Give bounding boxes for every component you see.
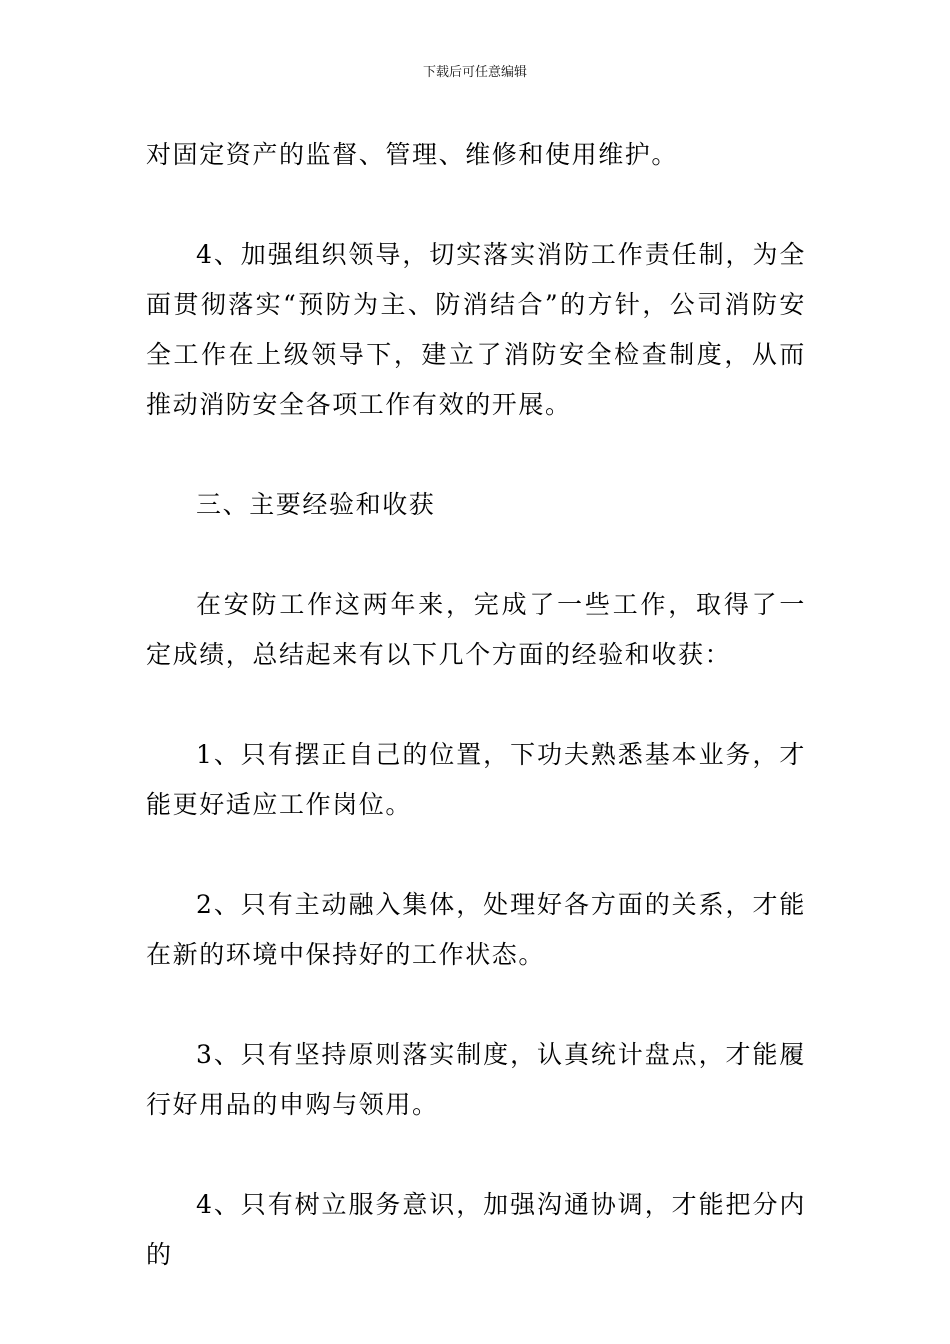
paragraph-gap [146, 980, 806, 1030]
document-body [146, 130, 806, 1280]
paragraph-7: 4、只有树立服务意识，加强沟通协调，才能把分内的 [146, 1190, 806, 1269]
paragraph-gap [146, 1130, 806, 1180]
section-heading: 三、主要经验和收获 [196, 490, 436, 519]
paragraph-6: 3、只有坚持原则落实制度，认真统计盘点，才能履行好用品的申购与领用。 [146, 1040, 806, 1119]
paragraph-3: 在安防工作这两年来，完成了一些工作，取得了一定成绩，总结起来有以下几个方面的经验和收获： [146, 590, 806, 669]
paragraph-gap [146, 180, 806, 230]
paragraph-5: 2、只有主动融入集体，处理好各方面的关系，才能在新的环境中保持好的工作状态。 [146, 890, 806, 969]
paragraph-2: 4、加强组织领导，切实落实消防工作责任制，为全面贯彻落实“预防为主、防消结合”的方针，公司消防安全工作在上级领导下，建立了消防安全检查制度，从而推动消防安全各项工作有效的开展。 [146, 240, 806, 419]
paragraph-1: 对固定资产的监督、管理、维修和使用维护。 [146, 140, 679, 169]
paragraph-4: 1、只有摆正自己的位置，下功夫熟悉基本业务，才能更好适应工作岗位。 [146, 740, 806, 819]
paragraph-gap [146, 530, 806, 580]
page-header-note: 下载后可任意编辑 [422, 65, 527, 80]
paragraph-gap [146, 830, 806, 880]
paragraph-gap [146, 680, 806, 730]
paragraph-gap [146, 430, 806, 480]
